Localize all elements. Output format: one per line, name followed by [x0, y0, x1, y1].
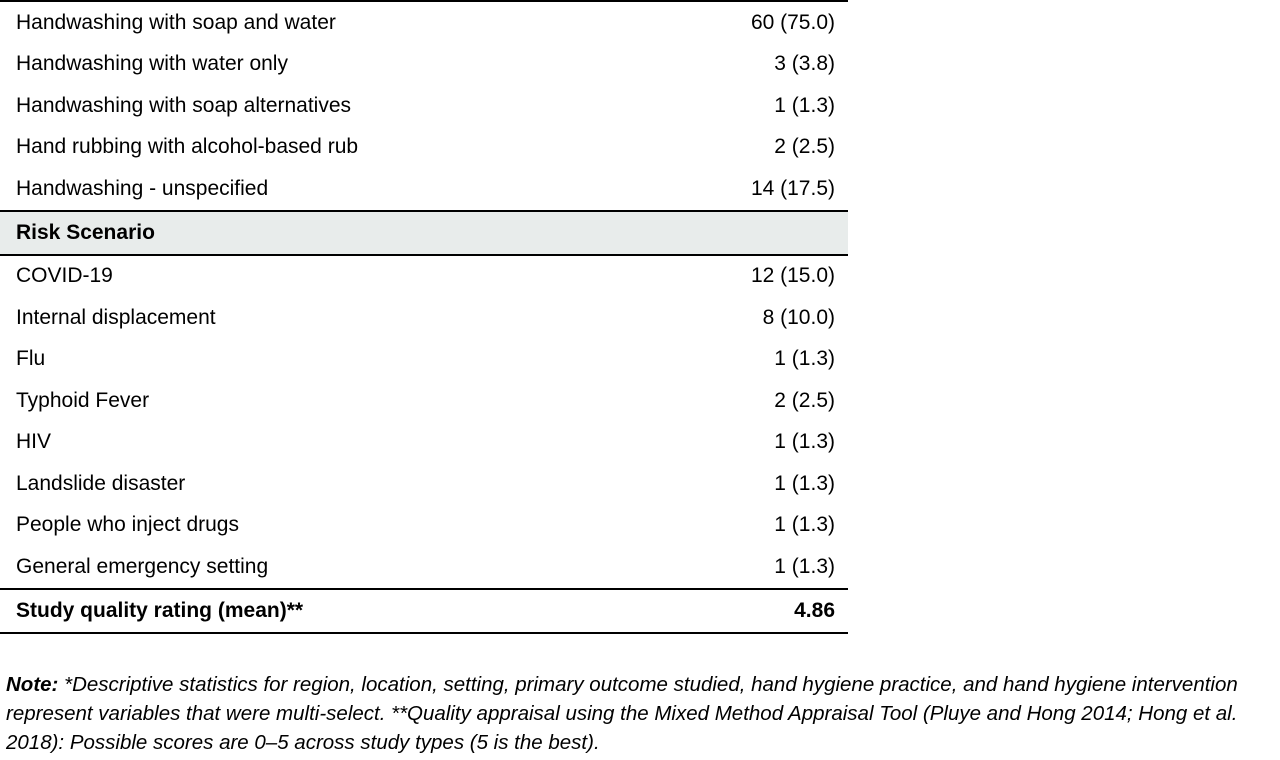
table-row: [0, 505, 848, 547]
row-value: 1 (1.3): [774, 347, 835, 371]
row-value: 1 (1.3): [774, 430, 835, 454]
row-label: COVID-19: [16, 264, 113, 288]
table-row: [0, 339, 848, 381]
row-value: 12 (15.0): [750, 264, 835, 288]
row-label: HIV: [16, 430, 52, 454]
row-label: Internal displacement: [16, 305, 216, 329]
row-value: 1 (1.3): [774, 513, 835, 537]
table-row: [0, 297, 848, 339]
row-value: 1 (1.3): [774, 93, 835, 117]
row-label: Flu: [16, 347, 46, 371]
row-value: 1 (1.3): [774, 471, 835, 495]
table-row: [0, 546, 848, 589]
row-label: Handwashing with soap alternatives: [16, 93, 352, 117]
summary-value: 4.86: [650, 589, 848, 633]
row-label: People who inject drugs: [16, 513, 239, 537]
table-row: [0, 1, 848, 44]
row-value: 8 (10.0): [762, 305, 835, 329]
summary-row-quality-rating: [0, 589, 848, 633]
table-row: [0, 255, 848, 298]
row-label: Hand rubbing with alcohol-based rub: [16, 135, 359, 159]
note-label: Note:: [6, 673, 59, 696]
table-row: [0, 422, 848, 464]
row-value: 1 (1.3): [774, 554, 835, 578]
table-footnote: [6, 670, 1274, 757]
table-row: [0, 44, 848, 86]
row-label: Landslide disaster: [16, 471, 186, 495]
note-text: *Descriptive statistics for region, location, setting, primary outcome studied, hand hygiene practice, and hand hygiene intervention represent variables that were multi-select. **Quality appraisal using the Mixed Method Appraisal Tool (Pluye and Hong 2014; Hong et al. 2018): Possible scores are 0–5 across study types (5 is the best).: [6, 673, 1238, 754]
row-label: Handwashing with soap and water: [0, 1, 650, 44]
row-label: Typhoid Fever: [16, 388, 150, 412]
row-value: 3 (3.8): [774, 52, 835, 76]
row-label: Handwashing with water only: [16, 52, 288, 76]
row-value: 14 (17.5): [750, 176, 835, 200]
row-value: 60 (75.0): [650, 1, 848, 44]
summary-label: Study quality rating (mean)**: [0, 589, 650, 633]
row-label: Handwashing - unspecified: [16, 176, 269, 200]
table-row: [0, 85, 848, 127]
row-value: 2 (2.5): [774, 135, 835, 159]
table-row: [0, 463, 848, 505]
table-row: [0, 168, 848, 211]
table-row: [0, 127, 848, 169]
table-row: [0, 380, 848, 422]
row-value: 2 (2.5): [774, 388, 835, 412]
section-title: Risk Scenario: [0, 211, 848, 255]
section-header-risk-scenario: [0, 211, 848, 255]
row-label: General emergency setting: [16, 554, 269, 578]
